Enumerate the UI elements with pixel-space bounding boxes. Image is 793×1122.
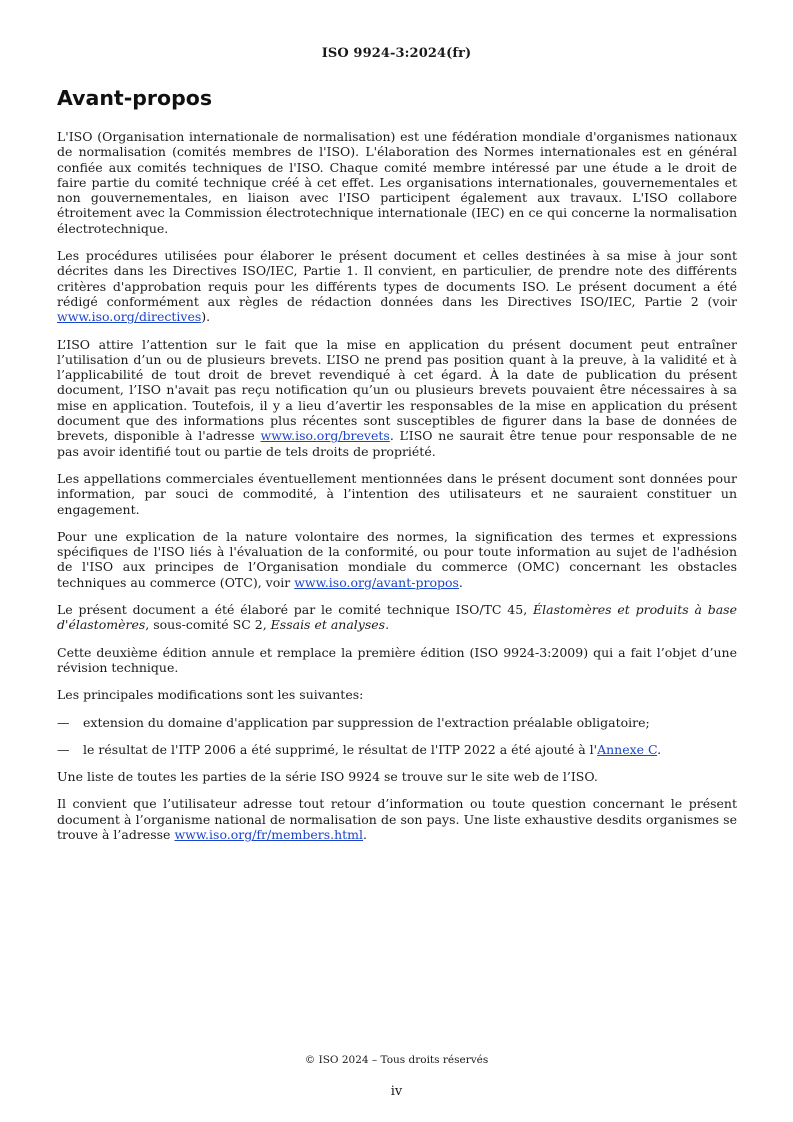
copyright-footer: © ISO 2024 – Tous droits réservés (304, 1054, 489, 1066)
page-title: Avant-propos (57, 86, 213, 110)
foreword-link[interactable]: www.iso.org/avant-propos (294, 574, 459, 590)
list-item (57, 715, 737, 730)
dash-marker: — (57, 714, 70, 730)
committee-title: Élastomères et produits à base d'élastomères (57, 602, 737, 633)
list-item (57, 742, 737, 757)
paragraph-changes-intro: Les principales modifications sont les suivantes: (57, 687, 364, 703)
list-item-text: le résultat de l'ITP 2006 a été supprimé, le résultat de l'ITP 2022 a été ajouté à l'Annexe C. (83, 741, 662, 757)
page-number: iv (390, 1084, 403, 1099)
subcommittee-title: Essais et analyses (270, 617, 386, 633)
annex-c-link[interactable]: Annexe C (597, 741, 658, 757)
paragraph-feedback: Il convient que l’utilisateur adresse tout retour d’information ou toute question concernant le présent document à l’organisme national de normalisation de son pays. Une liste exhaustive desdits organismes se trouve à l’adresse www.iso.org/fr/members.html. (57, 796, 737, 842)
paragraph-edition: Cette deuxième édition annule et remplace la première édition (ISO 9924-3:2009) qui a fait l’objet d’une révision technique. (57, 644, 737, 675)
members-link[interactable]: www.iso.org/fr/members.html (174, 826, 364, 842)
dash-marker: — (57, 741, 70, 757)
paragraph-committee: Le présent document a été élaboré par le comité technique ISO/TC 45, Élastomères et produits à base d'élastomères, sous-comité SC 2, Essais et analyses. (57, 602, 737, 633)
paragraph-series-parts: Une liste de toutes les parties de la série ISO 9924 se trouve sur le site web de l’ISO. (57, 769, 598, 785)
directives-link[interactable]: www.iso.org/directives (57, 309, 202, 325)
paragraph-iso-intro: L'ISO (Organisation internationale de normalisation) est une fédération mondiale d'organismes nationaux de normalisation (comités membres de l'ISO). L'élaboration des Normes internationales est en général confiée aux comités techniques de l'ISO. Chaque comité membre intéressé par une étude a le droit de faire partie du comité technique créé à cet effet. Les organisations internationales, gouvernementales et non gouvernementales, en liaison avec l'ISO participent également aux travaux. L'ISO collabore étroitement avec la Commission électrotechnique internationale (IEC) en ce qui concerne la normalisation électrotechnique. (57, 129, 737, 236)
list-item-text: extension du domaine d'application par suppression de l'extraction préalable obligatoire; (83, 714, 650, 730)
patents-link[interactable]: www.iso.org/brevets (260, 428, 390, 444)
paragraph-voluntary-nature: Pour une explication de la nature volontaire des normes, la signification des termes et expressions spécifiques de l'ISO liés à l'évaluation de la conformité, ou pour toute information au sujet de l'adhésion de l'ISO aux principes de l’Organisation mondiale du commerce (OMC) concernant les obstacles techniques au commerce (OTC), voir www.iso.org/avant-propos. (57, 528, 737, 590)
paragraph-patents: L’ISO attire l’attention sur le fait que la mise en application du présent document peut entraîner l’utilisation d’un ou de plusieurs brevets. L’ISO ne prend pas position quant à la preuve, à la validité et à l’applicabilité de tout droit de brevet revendiqué à cet égard. À la date de publication du présent document, l’ISO n'avait pas reçu notification qu’un ou plusieurs brevets pouvaient être nécessaires à sa mise en application. Toutefois, il y a lieu d’avertir les responsables de la mise en application du présent document que des informations plus récentes sont susceptibles de figurer dans la base de données de brevets, disponible à l'adresse www.iso.org/brevets. L’ISO ne saurait être tenue pour responsable de ne pas avoir identifié tout ou partie de tels droits de propriété. (57, 336, 737, 459)
foreword-body (57, 129, 737, 854)
document-id-header: ISO 9924-3:2024(fr) (321, 46, 472, 61)
paragraph-trade-names: Les appellations commerciales éventuellement mentionnées dans le présent document sont données pour information, par souci de commodité, à l’intention des utilisateurs et ne sauraient constituer un engagement. (57, 470, 737, 517)
paragraph-procedures: Les procédures utilisées pour élaborer le présent document et celles destinées à sa mise à jour sont décrites dans les Directives ISO/IEC, Partie 1. Il convient, en particulier, de prendre note des différents critères d'approbation requis pour les différents types de documents ISO. Le présent document a été rédigé conformément aux règles de rédaction données dans les Directives ISO/IEC, Partie 2 (voir www.iso.org/directives). (57, 248, 737, 325)
